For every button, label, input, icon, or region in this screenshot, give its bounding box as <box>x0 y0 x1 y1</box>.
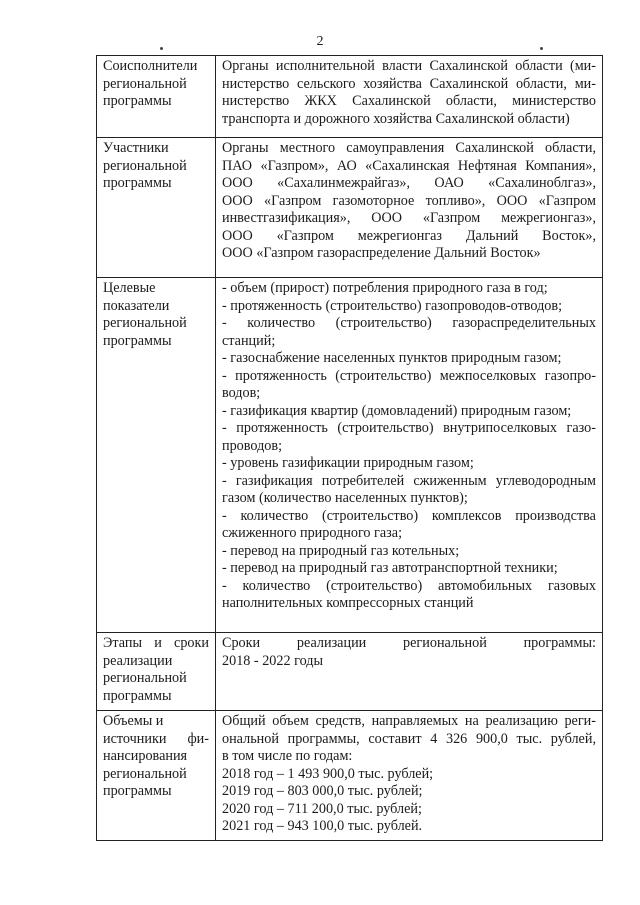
row-content-line: в том числе по годам: <box>222 748 353 764</box>
row-label-line: региональной <box>103 670 187 686</box>
row-content-line: газом (количество населенных пунктов); <box>222 490 468 506</box>
row-content-line: Общий объем средств, направляемых на реализацию реги- <box>222 713 596 729</box>
row-content-line: ООО «Сахалинмежрайгаз», ОАО «Сахалиноблгаз», <box>222 175 596 191</box>
row-content-line: - количество (строительство) газораспределительных <box>222 315 596 331</box>
row-content-line: ПАО «Газпром», АО «Сахалинская Нефтяная Компания», <box>222 157 596 174</box>
table-row <box>97 278 603 633</box>
row-label-line: региональной <box>103 157 187 174</box>
row-content <box>216 633 603 711</box>
row-content-line: ООО «Газпром газораспределение Дальний Восток» <box>222 245 541 261</box>
row-label <box>97 711 216 841</box>
row-content-line: проводов; <box>222 437 283 454</box>
row-content-line: 2018 год – 1 493 900,0 тыс. рублей; <box>222 765 434 782</box>
row-label-line: региональной <box>103 315 187 331</box>
row-content-line: - протяженность (строительство) внутрипоселковых газо- <box>222 420 596 436</box>
row-content-line: 2018 - 2022 годы <box>222 652 324 669</box>
table-row <box>97 56 603 138</box>
row-label-line: Объемы и <box>103 713 164 729</box>
row-content <box>216 138 603 278</box>
row-content <box>216 711 603 841</box>
row-content-line: - газификация квартир (домовладений) природным газом; <box>222 402 572 419</box>
row-content-line: - газоснабжение населенных пунктов природным газом; <box>222 350 562 366</box>
table-row <box>97 138 603 278</box>
row-content-line: наполнительных компрессорных станций <box>222 595 474 611</box>
row-label-line: программы <box>103 332 172 349</box>
row-content-line: - протяженность (строительство) газопроводов-отводов; <box>222 297 563 314</box>
row-content-line: 2021 год – 943 100,0 тыс. рублей. <box>222 818 423 834</box>
row-content-line: ональной программы, составит 4 326 900,0 тыс. рублей, <box>222 730 596 747</box>
row-label-line: показатели <box>103 297 170 314</box>
row-label-line: программы <box>103 175 172 191</box>
row-label <box>97 278 216 633</box>
row-label-line: региональной <box>103 75 187 92</box>
row-label <box>97 56 216 138</box>
row-content-line: - уровень газификации природным газом; <box>222 455 474 471</box>
row-label <box>97 633 216 711</box>
table-row <box>97 711 603 841</box>
row-label-line: Целевые <box>103 280 156 296</box>
row-content-line: водов; <box>222 385 261 401</box>
row-content-line: ООО «Газпром газомоторное топливо», ООО «Газпром <box>222 192 596 209</box>
scan-speck <box>160 47 163 50</box>
row-content-line: сжиженного природного газа; <box>222 525 403 541</box>
row-label <box>97 138 216 278</box>
row-content-line: нистерство ЖКХ Сахалинской области, министерство <box>222 93 596 109</box>
row-content-line: - перевод на природный газ автотранспортной техники; <box>222 560 558 576</box>
row-content-line: - количество (строительство) комплексов производства <box>222 507 596 524</box>
row-content-line: Органы местного самоуправления Сахалинской области, <box>222 140 596 156</box>
row-content-line: 2019 год – 803 000,0 тыс. рублей; <box>222 783 423 799</box>
row-label-line: нансирования <box>103 748 188 764</box>
row-content-line: станций; <box>222 332 276 349</box>
row-content <box>216 56 603 138</box>
row-content-line: - протяженность (строительство) межпоселковых газопро- <box>222 367 596 384</box>
row-label-line: программы <box>103 687 172 704</box>
row-content-line: Сроки реализации региональной программы: <box>222 635 596 651</box>
row-content-line: - количество (строительство) автомобильных газовых <box>222 577 596 594</box>
row-label-line: Соисполнители <box>103 58 198 74</box>
row-label-line: источники фи- <box>103 730 209 747</box>
row-content-line: инвестгазификация», ООО «Газпром межрегионгаз», <box>222 210 596 226</box>
row-content-line: Органы исполнительной власти Сахалинской области (ми- <box>222 58 596 74</box>
row-label-line: региональной <box>103 765 187 782</box>
program-passport-table <box>96 55 603 841</box>
row-label-line: программы <box>103 93 172 109</box>
row-label-line: Участники <box>103 140 169 156</box>
row-content-line: ООО «Газпром межрегионгаз Дальний Восток», <box>222 227 596 244</box>
row-content-line: - перевод на природный газ котельных; <box>222 542 460 559</box>
row-label-line: реализации <box>103 652 173 669</box>
row-content-line: 2020 год – 711 200,0 тыс. рублей; <box>222 800 422 817</box>
row-content-line: - газификация потребителей сжиженным углеводородным <box>222 472 596 489</box>
row-content-line: нистерство сельского хозяйства Сахалинской области, ми- <box>222 75 596 92</box>
row-content-line: - объем (прирост) потребления природного газа в год; <box>222 280 548 296</box>
table-row <box>97 633 603 711</box>
row-content <box>216 278 603 633</box>
scan-speck <box>540 47 543 50</box>
row-label-line: Этапы и сроки <box>103 635 209 651</box>
page-number: 2 <box>316 34 324 49</box>
row-label-line: программы <box>103 783 172 799</box>
row-content-line: транспорта и дорожного хозяйства Сахалинской области) <box>222 110 570 127</box>
